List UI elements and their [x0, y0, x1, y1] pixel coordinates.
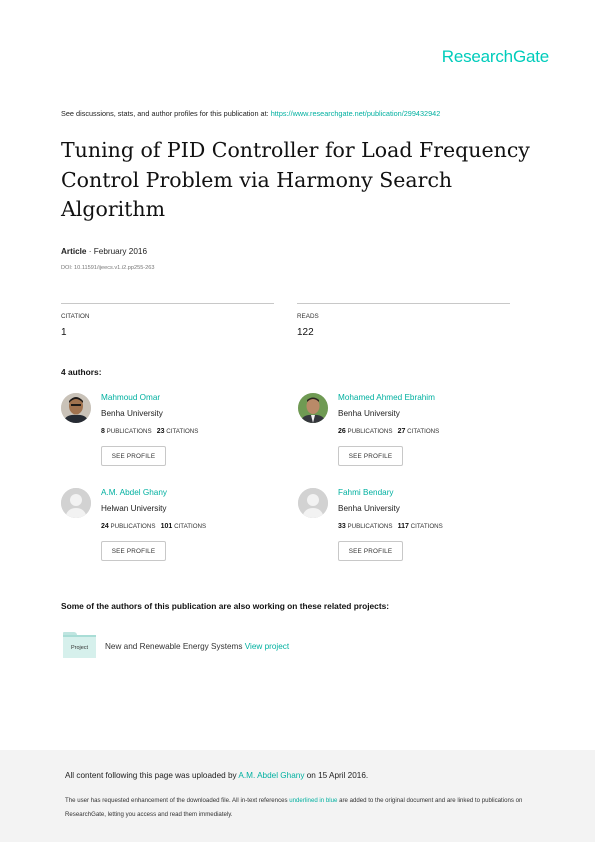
see-profile-button[interactable]: SEE PROFILE: [338, 541, 403, 561]
reads-value: 122: [297, 327, 314, 338]
author-stats: [101, 428, 198, 435]
profile-notice-text: See discussions, stats, and author profiles for this publication at:: [61, 109, 271, 118]
publications-count: 33: [338, 523, 346, 530]
note-prefix: The user has requested enhancement of the downloaded file. All in-text references: [65, 797, 290, 804]
see-profile-button[interactable]: SEE PROFILE: [338, 446, 403, 466]
meta-separator: ·: [86, 247, 94, 256]
publications-label: PUBLICATIONS: [347, 523, 393, 530]
project-folder-icon: [63, 632, 96, 658]
publications-label: PUBLICATIONS: [106, 428, 152, 435]
project-text: [105, 642, 289, 651]
see-profile-button[interactable]: SEE PROFILE: [101, 541, 166, 561]
author-avatar[interactable]: [298, 488, 328, 518]
publications-label: PUBLICATIONS: [110, 523, 156, 530]
publications-count: 24: [101, 523, 109, 530]
author-stats: [338, 523, 443, 530]
citations-count: 117: [397, 523, 409, 530]
author-card: [298, 488, 518, 568]
user-placeholder-icon: [61, 488, 91, 518]
citations-count: 23: [156, 428, 165, 435]
author-avatar[interactable]: [61, 488, 91, 518]
citations-count: 27: [397, 428, 406, 435]
user-placeholder-icon: [298, 488, 328, 518]
note-suffix: are added to the original document and are linked to publications on ResearchGate, letting you access and read them immediately.: [65, 797, 523, 818]
author-institution: Benha University: [101, 409, 163, 418]
citations-label: CITATIONS: [410, 523, 443, 530]
upload-suffix: on 15 April 2016.: [304, 771, 369, 780]
publication-title: Tuning of PID Controller for Load Frequency Control Problem via Harmony Search Algorithm: [61, 138, 530, 221]
publication-url-link[interactable]: https://www.researchgate.net/publication/299432942: [270, 109, 441, 118]
author-stats: [338, 428, 439, 435]
citations-label: CITATIONS: [407, 428, 440, 435]
author-institution: Benha University: [338, 409, 400, 418]
citations-label: CITATIONS: [174, 523, 207, 530]
uploader-link[interactable]: A.M. Abdel Ghany: [238, 771, 305, 780]
authors-heading: 4 authors:: [61, 367, 102, 377]
publication-date: February 2016: [93, 247, 148, 256]
project-label: Project: [63, 635, 96, 658]
publication-meta: [61, 247, 147, 256]
view-project-link[interactable]: View project: [244, 642, 290, 651]
researchgate-logo[interactable]: ResearchGate: [441, 47, 549, 66]
citation-label: CITATION: [61, 313, 90, 320]
publications-count: 26: [338, 428, 346, 435]
citations-label: CITATIONS: [166, 428, 199, 435]
publication-doi: DOI: 10.11591/ijeecs.v1.i2.pp255-263: [61, 265, 155, 271]
page-footer: [0, 750, 595, 842]
author-avatar[interactable]: [298, 393, 328, 423]
author-card: [298, 393, 518, 473]
author-card: [61, 488, 281, 568]
author-institution: Benha University: [338, 504, 400, 513]
related-projects-heading: Some of the authors of this publication are also working on these related projects:: [61, 601, 390, 611]
profile-notice: [61, 109, 440, 118]
author-name[interactable]: Mahmoud Omar: [101, 393, 161, 402]
citation-stat: [61, 303, 274, 338]
reads-stat: [297, 303, 510, 338]
author-name[interactable]: A.M. Abdel Ghany: [101, 488, 167, 497]
author-name[interactable]: Fahmi Bendary: [338, 488, 394, 497]
related-project: [63, 632, 363, 660]
author-institution: Helwan University: [101, 504, 167, 513]
upload-prefix: All content following this page was uploaded by: [65, 771, 239, 780]
reads-label: READS: [297, 313, 319, 320]
enhancement-note: [65, 794, 545, 822]
author-photo-icon: [298, 393, 328, 423]
see-profile-button[interactable]: SEE PROFILE: [101, 446, 166, 466]
citation-value: 1: [61, 327, 67, 338]
author-card: [61, 393, 281, 473]
author-name[interactable]: Mohamed Ahmed Ebrahim: [338, 393, 435, 402]
underlined-in-blue-link[interactable]: underlined in blue: [289, 797, 338, 804]
publications-label: PUBLICATIONS: [347, 428, 393, 435]
publication-type: Article: [61, 247, 87, 256]
project-name: New and Renewable Energy Systems: [105, 642, 243, 651]
author-avatar[interactable]: [61, 393, 91, 423]
citations-count: 101: [160, 523, 173, 530]
upload-notice: [65, 771, 368, 780]
author-stats: [101, 523, 206, 530]
author-photo-icon: [61, 393, 91, 423]
publications-count: 8: [101, 428, 105, 435]
